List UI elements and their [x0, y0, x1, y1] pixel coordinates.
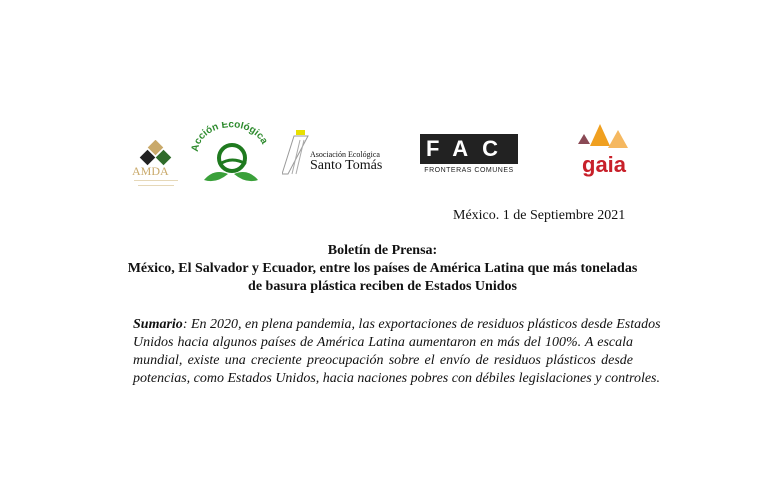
- summary-text: : En 2020, en plena pandemia, las exportaciones de residuos plásticos desde Estados: [182, 317, 661, 332]
- santo-tomas-logo: [282, 128, 400, 178]
- summary-label: Sumario: [133, 317, 183, 332]
- fac-subtitle: FRONTERAS COMUNES: [424, 167, 514, 174]
- amda-text: AMDA: [132, 164, 169, 178]
- amda-logo: [128, 140, 184, 192]
- summary-line-2: Unidos hacia algunos países de América Latina aumentaron en más del 100%. A escala: [133, 335, 633, 350]
- summary-line-1: [133, 317, 661, 333]
- bulletin-label: Boletín de Prensa:: [327, 243, 438, 258]
- santo-tomas-bottom-text: Santo Tomás: [310, 158, 383, 173]
- gaia-logo: [572, 122, 636, 182]
- accion-ecologica-logo: [190, 122, 270, 186]
- accion-logo-text: Acción Ecológica: [190, 122, 270, 153]
- headline-line-1: México, El Salvador y Ecuador, entre los países de América Latina que más toneladas: [127, 261, 638, 276]
- fac-letters: FAC: [420, 134, 518, 164]
- fronteras-comunes-logo: [420, 134, 518, 180]
- santo-tomas-top-text: Asociación Ecológica: [310, 150, 380, 159]
- date: México. 1 de Septiembre 2021: [453, 208, 626, 223]
- svg-text:Acción Ecológica: [190, 122, 270, 153]
- summary-line-4: potencias, como Estados Unidos, hacia naciones pobres con débiles legislaciones y controles.: [133, 371, 660, 386]
- headline-line-2: de basura plástica reciben de Estados Unidos: [248, 279, 517, 294]
- gaia-text: gaia: [582, 152, 627, 177]
- summary-line-3: mundial, existe una creciente preocupación sobre el envío de residuos plásticos desde: [133, 353, 633, 368]
